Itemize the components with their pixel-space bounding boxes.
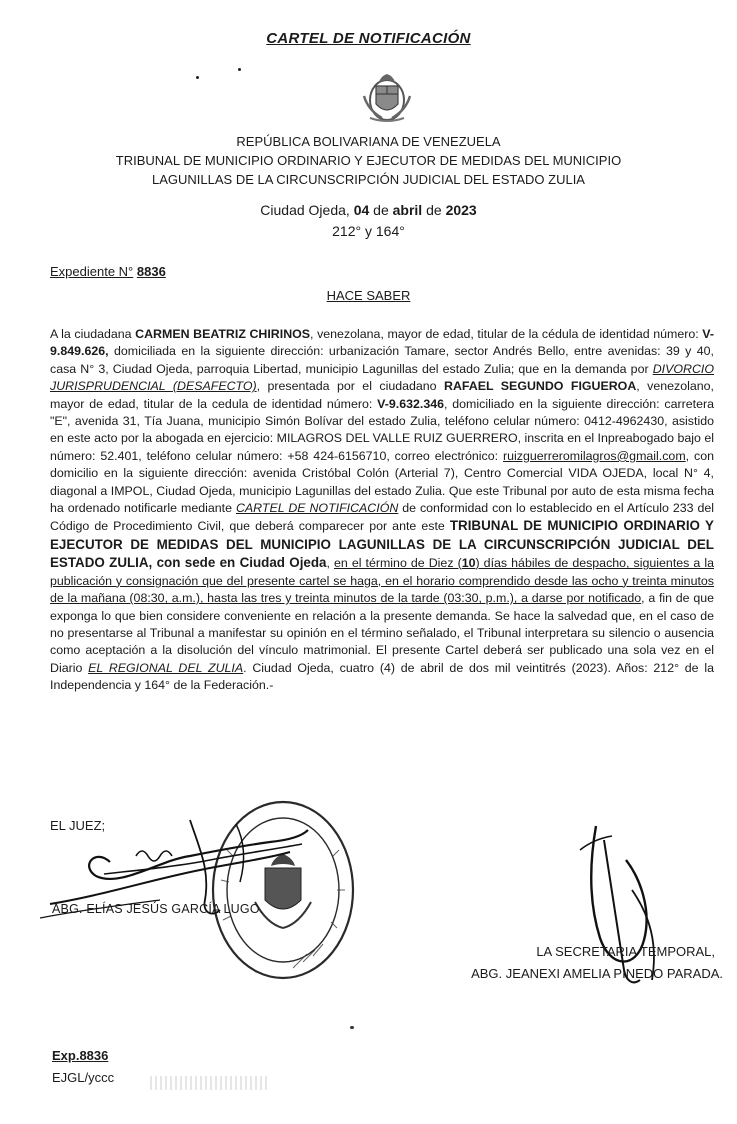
secretary-title: LA SECRETARIA TEMPORAL, (536, 944, 715, 959)
judge-name: ABG. ELÍAS JESÚS GARCÍA LUGO. (52, 902, 264, 916)
tribunal-name: TRIBUNAL DE MUNICIPIO ORDINARIO Y EJECUTOR DE MEDIDAS DEL MUNICIPIO LAGUNILLAS DE LA CIRCUNSCRIPCIÓN JUDICIAL DEL ESTADO ZULIA, con sede en Ciudad Ojeda (50, 518, 714, 571)
newspaper-name: EL REGIONAL DEL ZULIA (88, 660, 244, 675)
document-title: CARTEL DE NOTIFICACIÓN (266, 30, 471, 47)
email-address: ruizguerreromilagros@gmail.com (502, 448, 686, 463)
speck (238, 68, 241, 71)
years-line: 212° y 164° (332, 223, 405, 239)
plaintiff-name: RAFAEL SEGUNDO FIGUEROA (444, 379, 637, 394)
header-line-3: LAGUNILLAS DE LA CIRCUNSCRIPCIÓN JUDICIAL DEL ESTADO ZULIA (152, 172, 585, 187)
secretary-signature (540, 820, 710, 990)
coat-of-arms-emblem (356, 70, 418, 126)
defendant-id: V-9.849.626, (50, 327, 714, 359)
case-type: DIVORCIO JURISPRUDENCIAL (DESAFECTO) (50, 361, 714, 394)
secretary-name: ABG. JEANEXI AMELIA PINEDO PARADA. (471, 966, 723, 981)
scan-smudge (150, 1076, 270, 1090)
date-line: Ciudad Ojeda, 04 de abril de 2023 (260, 202, 477, 218)
speck (350, 1026, 354, 1029)
notification-body: A la ciudadana CARMEN BEATRIZ CHIRINOS, venezolana, mayor de edad, titular de la cédula de identidad número: V-9.849.626, domiciliada en la siguiente dirección: urbanización Tamare, sector Andrés Bello, entre avenidas: 39 y 40, casa N° 3, Ciudad Ojeda, parroquia Libertad, municipio Lagunillas del estado Zulia; que en la demanda por DIVORCIO JURISPRUDENCIAL (DESAFECTO), presentada por el ciudadano RAFAEL SEGUNDO FIGUEROA, venezolano, mayor de edad, titular de la cedula de identidad número: V-9.632.346, domiciliado en la siguiente dirección: carretera "E", avenida 31, Tía Juana, municipio Simón Bolívar del estado Zulia, teléfono celular número: 0412-4962430, asistido en este acto por la abogada en ejercicio: MILAGROS DEL VALLE RUIZ GUERRERO, inscrita en el Inpreabogado bajo el número: 52.401, teléfono celular número: +58 424-6156710, correo electrónico: ruizguerreromilagros@gmail.com, con domicilio en la siguiente dirección: avenida Cristóbal Colón (Arterial 7), Centro Comercial VIDA OJEDA, local N° 4, diagonal a IMPOL, Ciudad Ojeda, municipio Lagunillas del estado Zulia. Que este Tribunal por auto de esta misma fecha ha ordenado notificarle mediante CARTEL DE NOTIFICACIÓN de conformidad con lo establecido en el Artículo 233 del Código de Procedimiento Civil, que deberá comparecer por ante este TRIBUNAL DE MUNICIPIO ORDINARIO Y EJECUTOR DE MEDIDAS DEL MUNICIPIO LAGUNILLAS DE LA CIRCUNSCRIPCIÓN JUDICIAL DEL ESTADO ZULIA, con sede en Ciudad Ojeda, en el término de Diez (10) días hábiles de despacho, siguientes a la publicación y consignación que del presente cartel se haga, en el horario comprendido desde las ocho y treinta minutos de la mañana (08:30, a.m.), hasta las tres y treinta minutos de la tarde (03:30, p.m.), a darse por notificado, a fin de que exponga lo que bien considere conveniente en relación a la presente demanda. Se hace la salvedad que, en el caso de no presentarse al Tribunal a manifestar su opinión en el término señalado, el Tribunal interpretara su silencio o ausencia como aceptación a la disolución del vínculo matrimonial. El presente Cartel deberá ser publicado una sola vez en el Diario EL REGIONAL DEL ZULIA. Ciudad Ojeda, cuatro (4) de abril de dos mil veintitrés (2023). Años: 212° de la Independencia y 164° de la Federación.- (50, 327, 714, 693)
expediente-number: Expediente N° 8836 (50, 264, 166, 279)
header-line-2: TRIBUNAL DE MUNICIPIO ORDINARIO Y EJECUTOR DE MEDIDAS DEL MUNICIPIO (115, 153, 622, 168)
defendant-name: CARMEN BEATRIZ CHIRINOS (135, 327, 311, 341)
header-line-1: REPÚBLICA BOLIVARIANA DE VENEZUELA (236, 134, 501, 149)
judge-label: EL JUEZ; (50, 818, 106, 833)
court-header (0, 132, 737, 189)
hace-saber-heading: HACE SABER (326, 288, 411, 303)
footer-expediente: Exp.8836 (52, 1048, 109, 1063)
document-date (0, 200, 737, 242)
footer-initials: EJGL/yccc (52, 1070, 115, 1085)
cartel-reference: CARTEL DE NOTIFICACIÓN (235, 501, 399, 516)
term-clause: en el término de Diez (10) días hábiles de despacho, siguientes a la publicación y consignación que del presente cartel se haga, en el horario comprendido desde las ocho y treinta minutos de la mañana (08:30, a.m.), hasta las tres y treinta minutos de la tarde (03:30, p.m.), a darse por notificado (50, 556, 714, 606)
speck (196, 76, 199, 79)
plaintiff-id: V-9.632.346 (377, 396, 445, 411)
